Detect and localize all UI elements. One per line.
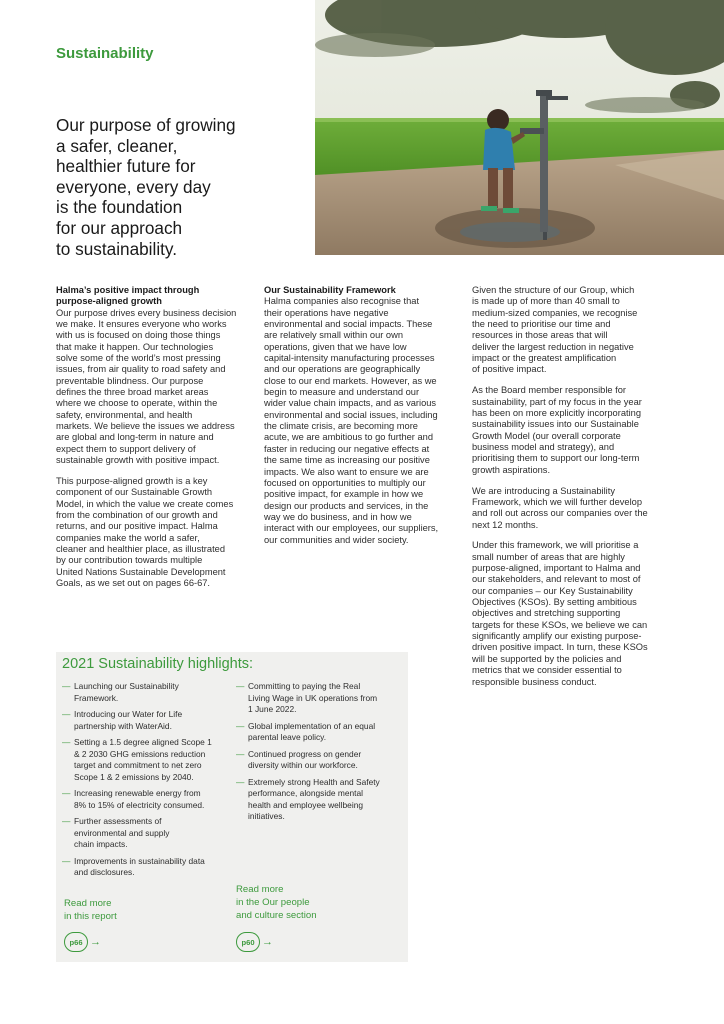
highlight-item [62,856,232,879]
highlight-item [236,777,404,823]
item-line: chain impacts. [74,839,128,849]
text-line: responsible business conduct. [472,676,597,687]
item-line: environmental and supply [74,827,170,838]
read-more-line: and culture section [236,910,317,921]
item-line: Increasing renewable energy from [74,788,201,798]
text-line: our companies – our Key Sustainability [472,585,633,596]
dash-icon: — [236,720,245,731]
item-line: Introducing our Water for Life [74,709,183,719]
dash-icon: — [62,709,71,719]
impact-heading [56,285,252,308]
text-line: capital-intensity manufacturing processes [264,353,435,364]
item-line: parental leave policy. [248,732,327,742]
text-line: objectives and stretching supporting [472,608,621,619]
headline [56,115,276,259]
text-line: We are introducing a Sustainability [472,485,615,496]
text-line: Under this framework, we will prioritise a [472,540,639,551]
text-line: Halma companies also recognise that [264,296,420,307]
highlight-item [62,737,232,783]
text-line: environmental and social impacts. These [264,319,433,330]
read-more-line: Read more [64,898,112,909]
text-line: Model, in which the value we create comes [56,498,234,509]
text-line: are relatively small within our own [264,330,403,341]
highlights-list-left [62,681,232,884]
item-line: 8% to 15% of electricity consumed. [74,799,205,810]
arrow-right-icon: → [90,935,101,948]
dash-icon: — [236,776,245,787]
item-line: 1 June 2022. [248,704,297,714]
text-line: environmental and social issues, including [264,409,438,420]
arrow-right-icon: → [262,935,273,948]
text-line: the same time as increasing our positive [264,455,430,466]
highlight-item [236,681,404,716]
highlight-item [236,749,404,772]
text-line: by our contribution towards multiple [56,555,203,566]
dash-icon: — [62,788,71,798]
text-line: next 12 months. [472,519,539,530]
dash-icon: — [62,737,71,747]
text-line: Our purpose drives every business decision [56,307,237,318]
text-line: targets for these KSOs, we believe we can [472,619,648,630]
highlight-item [236,721,404,744]
highlight-item [62,709,232,732]
item-line: Scope 1 & 2 emissions by 2040. [74,771,194,782]
dash-icon: — [236,748,245,759]
page-link-p60[interactable] [236,932,273,952]
item-line: Committing to paying the Real [248,681,361,691]
text-line: expect them to support delivery of [56,443,196,454]
column-framework [264,285,460,555]
text-line: Objectives (KSOs). By setting ambitious [472,597,637,608]
text-line: solve some of the world’s most pressing [56,353,221,364]
item-line: initiatives. [248,811,285,821]
heading-line: Halma’s positive impact through [56,285,200,295]
text-line: interact with our employees, our suppliers, [264,523,439,534]
text-line: metrics that we consider essential to [472,665,622,676]
text-line: cleaner and healthier place, as illustrated [56,544,225,555]
impact-paragraph-2 [56,476,252,589]
text-line: significantly amplify our existing purpose- [472,631,642,642]
read-more-line: Read more [236,884,284,895]
text-line: Goals, as we set out on pages 66-67. [56,578,211,589]
text-line: small number of areas that are highly [472,551,625,562]
text-line: United Nations Sustainable Development [56,566,226,577]
text-line: the climate crisis, are becoming more [264,421,418,432]
highlight-item [62,788,232,811]
highlights-panel [56,652,408,962]
text-line: resources in those areas that will [472,330,608,341]
text-line: impact or the greatest amplification [472,353,617,364]
text-line: Framework, which we will further develop [472,496,642,507]
board-paragraph-4 [472,540,672,687]
highlights-title: 2021 Sustainability highlights: [62,656,254,672]
item-line: Framework. [74,692,119,703]
item-line: Extremely strong Health and Safety [248,776,380,787]
highlights-list-right [236,681,404,828]
text-line: sustainable growth with positive impact. [56,455,220,466]
item-line: Living Wage in UK operations from [248,692,378,703]
text-line: and our operations are geographically [264,364,421,375]
text-line: way we do business, and in how we [264,511,412,522]
item-line: health and employee wellbeing [248,799,364,810]
item-line: Global implementation of an equal [248,720,376,731]
text-line: focused on opportunities to multiply our [264,477,426,488]
item-line: partnership with WaterAid. [74,720,172,731]
text-line: our stakeholders, and relevant to most of [472,574,641,585]
text-line: faster in reducing our negative effects at [264,443,430,454]
column-impact [56,285,252,599]
text-line: As the Board member responsible for [472,385,626,396]
item-line: Launching our Sustainability [74,681,179,691]
headline-line: Our purpose of growing [56,115,236,135]
item-line: Continued progress on gender [248,748,362,759]
page-link-p66[interactable] [64,932,101,952]
page-number-badge: p60 [236,932,260,952]
heading-line: purpose-aligned growth [56,296,162,307]
text-line: operations, given that we have low [264,341,407,352]
highlight-item [62,816,232,851]
item-line: & 2 2030 GHG emissions reduction [74,748,206,759]
text-line: safety, environmental, and health [56,409,193,420]
framework-heading: Our Sustainability Framework [264,285,396,295]
headline-line: for our approach [56,217,183,238]
item-line: performance, alongside mental [248,788,363,798]
read-more-line: in this report [64,911,117,922]
text-line: their operations have negative [264,307,389,318]
text-line: with us is focused on doing those things [56,330,221,341]
board-paragraph-1 [472,285,672,376]
text-line: close to our end markets. However, as we [264,375,437,386]
highlight-item [62,681,232,704]
text-line: markets. We believe the issues we address [56,421,235,432]
item-line: and disclosures. [74,867,135,877]
read-more-line: in the Our people [236,897,310,908]
dash-icon: — [236,681,245,691]
item-line: target and commitment to net zero [74,760,202,770]
headline-line: is the foundation [56,197,183,218]
text-line: Given the structure of our Group, which [472,285,635,295]
text-line: the need to prioritise our time and [472,319,611,330]
text-line: positive impact, for example in how we [264,489,424,500]
text-line: from the combination of our growth and [56,510,218,521]
item-line: Further assessments of [74,816,162,826]
text-line: growth aspirations. [472,464,551,475]
framework-paragraph [264,296,460,546]
read-more-link-people[interactable] [236,883,317,922]
dash-icon: — [62,816,71,826]
text-line: issues, from air quality to road safety and [56,364,226,375]
text-line: sustainability, part of my focus in the year [472,396,642,407]
board-paragraph-2 [472,385,672,476]
board-paragraph-3 [472,486,672,531]
read-more-link-report[interactable] [64,897,117,923]
text-line: defines the three broad market areas [56,387,209,398]
text-line: begin to measure and understand our [264,387,420,398]
headline-line: healthier future for [56,156,196,177]
item-line: Setting a 1.5 degree aligned Scope 1 [74,737,212,747]
section-label: Sustainability [56,45,154,62]
impact-paragraph-1 [56,308,252,467]
text-line: is made up of more than 40 small to [472,296,620,307]
text-line: of positive impact. [472,364,547,375]
dash-icon: — [62,855,71,866]
item-line: diversity within our workforce. [248,760,358,770]
text-line: returns, and our positive impact. Halma [56,521,218,532]
text-line: has been on more explicitly incorporating [472,407,641,418]
text-line: acute, we are ambitious to go further and [264,432,433,443]
text-line: design our products and services, in the [264,500,429,511]
item-line: Improvements in sustainability data [74,855,205,866]
text-line: are global and long-term in nature and [56,432,214,443]
photo-illustration [315,0,724,255]
text-line: wider value chain impacts, and as various [264,398,437,409]
text-line: sustainability issues into our Sustainable [472,419,639,430]
text-line: This purpose-aligned growth is a key [56,476,208,486]
text-line: and roll out across our companies over the [472,508,648,519]
text-line: component of our Sustainable Growth [56,487,213,498]
text-line: medium-sized companies, we recognise [472,307,638,318]
text-line: will be supported by the policies and [472,653,622,664]
text-line: driven positive impact. In turn, these KSOs [472,642,648,653]
text-line: our communities and wider society. [264,534,409,545]
text-line: that make it happen. Our technologies [56,341,214,352]
column-board [472,285,672,697]
text-line: impacts. We also want to ensure we are [264,466,429,477]
text-line: deliver the largest reduction in negative [472,341,634,352]
headline-line: to sustainability. [56,238,178,259]
text-line: preventable blindness. Our purpose [56,375,204,386]
headline-line: everyone, every day [56,176,211,197]
hero-photo [315,0,724,255]
text-line: we make. It ensures everyone who works [56,319,227,330]
text-line: purpose-aligned, important to Halma and [472,563,641,574]
text-line: where we choose to operate, within the [56,398,218,409]
dash-icon: — [62,681,71,691]
page-number-badge: p66 [64,932,88,952]
text-line: companies make the world a safer, [56,532,200,543]
text-line: business model and strategy), and [472,441,615,452]
text-line: prioritising them to support our long-term [472,453,640,464]
text-line: Growth Model (our overall corporate [472,430,621,441]
headline-line: a safer, cleaner, [56,135,178,156]
